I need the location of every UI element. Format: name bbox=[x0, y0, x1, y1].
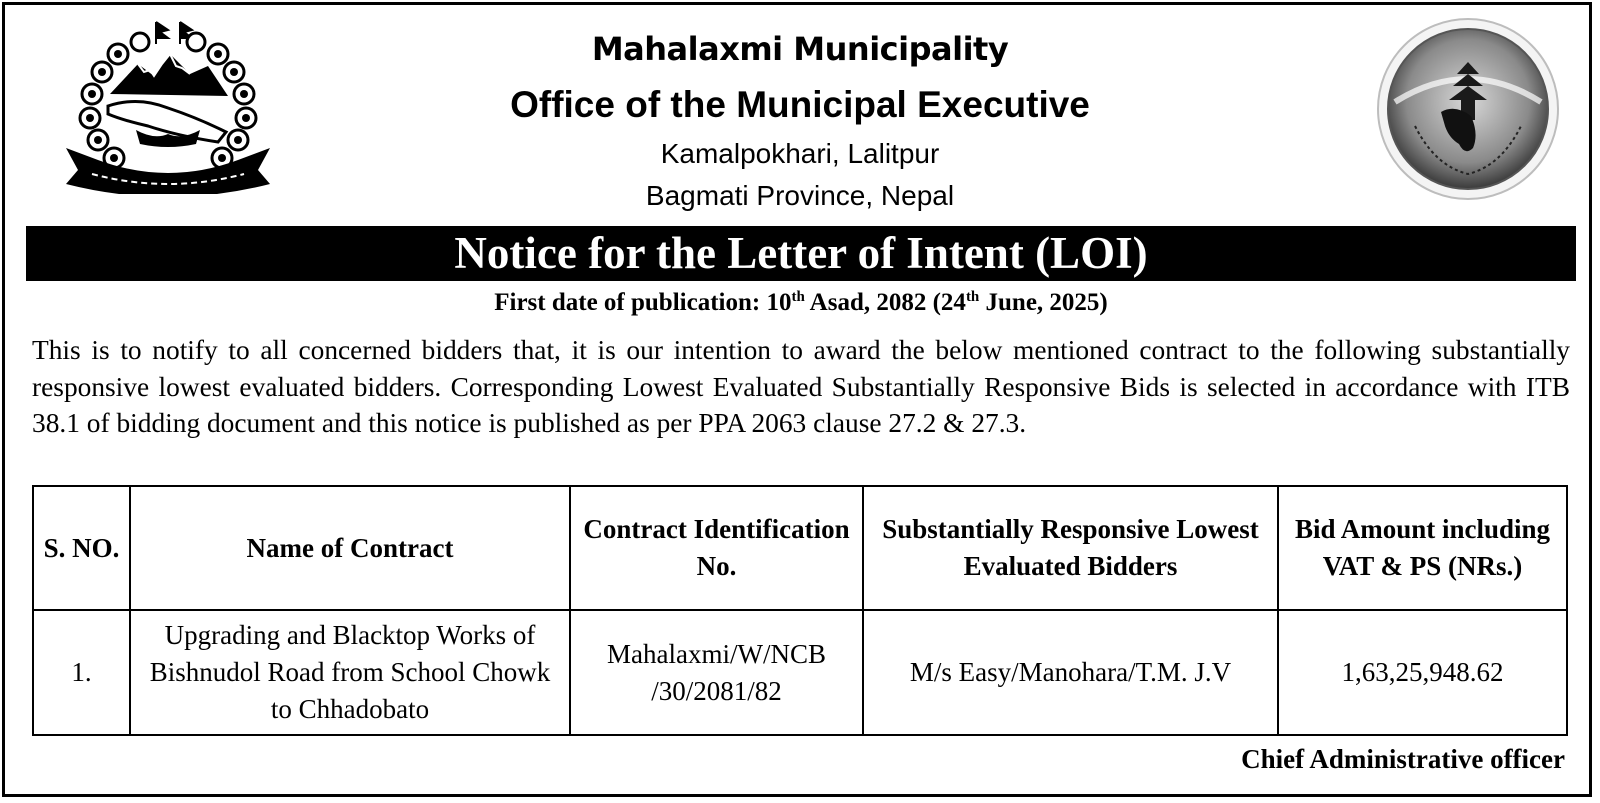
header-sno: S. NO. bbox=[33, 486, 130, 610]
address-line-2: Bagmati Province, Nepal bbox=[645, 180, 955, 211]
cell-bid-amount: 1,63,25,948.62 bbox=[1278, 610, 1567, 735]
office-name: Office of the Municipal Executive bbox=[510, 84, 1090, 125]
cell-bidder: M/s Easy/Manohara/T.M. J.V bbox=[863, 610, 1278, 735]
contracts-table bbox=[32, 485, 1568, 736]
header-bid-amount: Bid Amount including VAT & PS (NRs.) bbox=[1278, 486, 1567, 610]
ordinal-suffix-2: th bbox=[965, 289, 980, 305]
notice-body: This is to notify to all concerned bidders that, it is our intention to award the below mentioned contract to the following substantially responsive lowest evaluated bidders. Corresponding Lowest Evaluated Substantially Responsive Bids is selected in accordance with ITB 38.1 of bidding document and this notice is published as per PPA 2063 clause 27.2 & 27.3. bbox=[32, 335, 1570, 438]
ordinal-suffix-1: th bbox=[791, 289, 805, 305]
municipality-name: Mahalaxmi Municipality bbox=[591, 30, 1009, 68]
publication-middle: Asad, 2082 (24 bbox=[804, 289, 966, 316]
cell-contract-name: Upgrading and Blacktop Works of Bishnudol Road from School Chowk to Chhadobato bbox=[130, 610, 570, 735]
signatory: Chief Administrative officer bbox=[1241, 744, 1565, 774]
municipality-seal-icon bbox=[1375, 16, 1561, 202]
notice-title-banner: Notice for the Letter of Intent (LOI) bbox=[26, 226, 1576, 281]
publication-end: June, 2025) bbox=[979, 289, 1108, 316]
table-row bbox=[33, 610, 1567, 735]
header-contract-id: Contract Identification No. bbox=[570, 486, 863, 610]
publication-date bbox=[26, 289, 1576, 317]
publication-label: First date of publication: 10 bbox=[494, 289, 792, 316]
address-line-1: Kamalpokhari, Lalitpur bbox=[660, 138, 940, 169]
nepal-emblem-icon bbox=[58, 14, 278, 194]
header-contract-name: Name of Contract bbox=[130, 486, 570, 610]
cell-contract-id: Mahalaxmi/W/NCB /30/2081/82 bbox=[570, 610, 863, 735]
table-header-row bbox=[33, 486, 1567, 610]
cell-sno: 1. bbox=[33, 610, 130, 735]
header-bidder: Substantially Responsive Lowest Evaluated Bidders bbox=[863, 486, 1278, 610]
